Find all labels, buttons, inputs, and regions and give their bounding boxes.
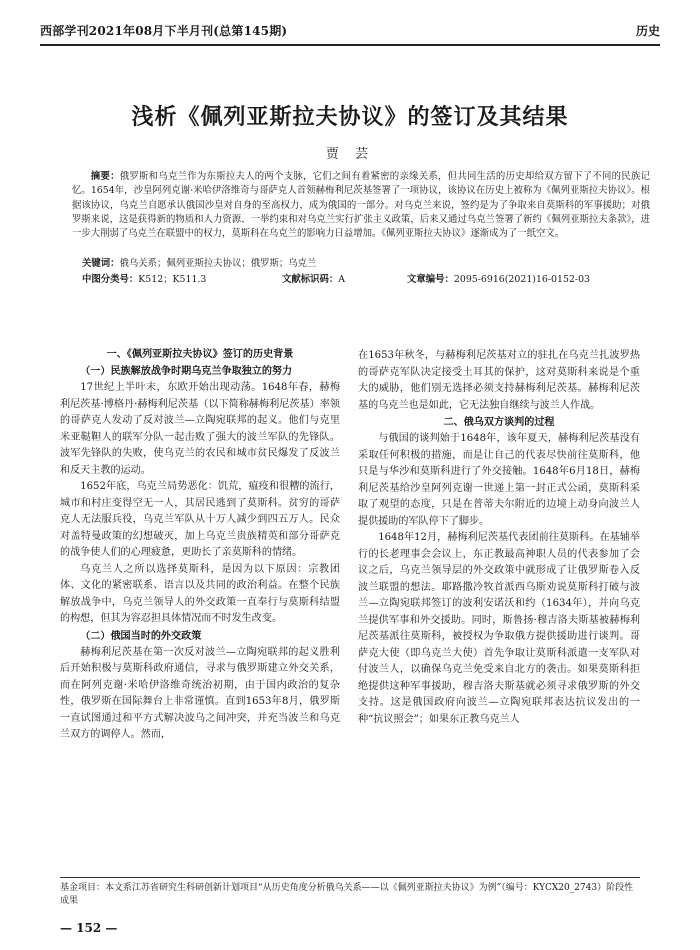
abstract-text: 俄罗斯和乌克兰作为东斯拉夫人的两个支脉，它们之间有着紧密的亲缘关系，但共同生活的历史却给双方留下了不同的民族记忆。1654年，沙皇阿列克谢·米哈伊洛维奇与哥萨克人首领赫梅利尼茨基签署了一项协议，该协议在历史上被称为《佩列亚斯拉夫协议》。根据该协议，乌克兰自愿承认俄国沙皇对自身的至高权力，成为俄国的一部分。对乌克兰来说，签约是为了争取来自莫斯科的军事援助；对俄罗斯来说，这是获得新的物质和人力资源、一举约束和对乌克兰实行扩张主义政策，后来又通过乌克兰签署了新约《佩列亚斯拉夫条款》，进一步大削弱了乌克兰在联盟中的权力，莫斯科在乌克兰的影响力日益增加。《佩列亚斯拉夫协议》逐渐成为了一纸空文。 <box>72 171 650 240</box>
journal-issue-label: 西部学刊2021年08月下半月刊(总第145期) <box>40 24 288 38</box>
article-author: 贾 芸 <box>325 147 375 162</box>
paragraph: 在1653年秋冬，与赫梅利尼茨基对立的驻扎在乌克兰扎波罗热的哥萨克军队决定接受土耳其的保护，这对莫斯科来说是个重大的威胁，他们别无选择必须支持赫梅利尼茨基。赫梅利尼茨基的乌克兰也是如此，它无法独自继续与波兰人作战。 <box>358 350 640 411</box>
keywords-label: 关键词： <box>82 258 120 269</box>
keywords <box>82 257 650 271</box>
page-number: — 152 — <box>60 921 118 935</box>
paragraph: 与俄国的谈判始于1648年，该年夏天，赫梅利尼茨基没有采取任何积极的措施，而是让自己的代表尽快前往莫斯科，他只是与华沙和莫斯科进行了外交接触。1648年6月18日，赫梅利尼茨基给沙皇阿列克谢一世递上第一封正式公函，莫斯科采取了观望的态度，只是在普蒂夫尔附近的边境上动身向波兰人提供援助的军队停下了脚步。 <box>358 433 640 527</box>
subsection-heading-1b: （二）俄国当时的外交政策 <box>80 630 202 642</box>
articleno-value: 2095-6916(2021)16-0152-03 <box>453 274 591 285</box>
body-column-right <box>358 348 640 728</box>
abstract <box>72 170 650 241</box>
doccode-field <box>282 273 346 287</box>
section-heading-1: 一、《佩列亚斯拉夫协议》签订的历史背景 <box>106 349 294 360</box>
funding-footnote: 基金项目：本文系江苏省研究生科研创新计划项目“从历史角度分析俄乌关系——以《佩列亚斯拉夫协议》为例”（编号：KYCX20_2743）阶段性成果 <box>60 883 634 906</box>
paragraph: 17世纪上半叶末，东欧开始出现动荡。1648年春，赫梅利尼茨基·博格丹·赫梅利尼茨基（以下简称赫梅利尼茨基）率领的哥萨克人发动了反对波兰—立陶宛联邦的起义。他们与克里米亚鞑靼人的联军分队一起击败了强大的波兰军队的先锋队。波军先锋队的失败，使乌克兰的农民和城市贫民爆发了反波兰和反天主教的运动。 <box>60 382 340 476</box>
running-header <box>40 16 660 46</box>
paragraph: 赫梅利尼茨基在第一次反对波兰—立陶宛联邦的起义胜利后开始积极与莫斯科政府通信，寻求与俄罗斯建立外交关系，而在阿列克谢·米哈伊洛维奇统治初期，由于国内政治的复杂性，俄罗斯在国际舞台上非常谨慎。直到1653年8月，俄罗斯一直试图通过和平方式解决波乌之间冲突，并充当波兰和乌克兰双方的调停人。然而， <box>60 646 340 740</box>
keywords-text: 俄乌关系；佩列亚斯拉夫协议；俄罗斯；乌克兰 <box>119 258 317 269</box>
clc-value: K512；K511.3 <box>138 274 207 285</box>
subsection-heading-1a: （一）民族解放战争时期乌克兰争取独立的努力 <box>80 366 293 377</box>
paragraph: 1652年底，乌克兰局势恶化：饥荒，瘟疫和很糟的流行，城市和村庄变得空无一人，其居民逃到了莫斯科。贫穷的哥萨克人无法服兵役，乌克兰军队从十万人减少到四五万人。民众对盖特曼政策的幻想破灭，加上乌克兰贵族精英和部分哥萨克的战争使人们的心理疲惫，更助长了亲莫斯科的情绪。 <box>60 481 340 558</box>
abstract-label: 摘要： <box>90 171 120 182</box>
footnote-divider <box>60 877 640 878</box>
doccode-label: 文献标识码： <box>282 274 339 285</box>
paragraph: 乌克兰人之所以选择莫斯科，是因为以下原因：宗教团体、文化的紧密联系、语言以及共同的政治利益。在整个民族解放战争中，乌克兰领导人的外交政策一直奉行与莫斯科结盟的构想，但其为容忍担具体情况而不时发生改变。 <box>60 563 340 624</box>
body-column-left <box>60 346 340 744</box>
paragraph: 1648年12月，赫梅利尼茨基代表团前往莫斯科。在基辅举行的长老理事会会议上，东正教最高神职人员的代表参加了会议之后，乌克兰领导层的外交政策中就形成了让俄罗斯卷入反波兰联盟的想法。耶路撒冷牧首派西乌斯劝说莫斯科打破与波兰—立陶宛联邦签订的波利安诺沃和约（1634年），并向乌克兰提供军事和外交援助。同时，斯鲁扬·穆吉洛夫斯基被赫梅利尼茨基派往莫斯科，被授权为争取俄方提供援助进行谈判。哥萨克大使（即乌克兰大使）首先争取让莫斯科派遣一支军队对付波兰人，以确保乌克兰免受来自北方的袭击。如果莫斯科拒绝提供这种军事援助，穆吉洛夫斯基就必须寻求俄罗斯的外交支持。这是俄国政府向波兰—立陶宛联邦表达抗议发出的一种“抗议照会”；如果东正教乌克兰人 <box>358 532 640 725</box>
articleno-field <box>407 273 591 287</box>
articleno-label: 文章编号： <box>407 274 454 285</box>
section-label: 历史 <box>635 24 660 38</box>
clc-field <box>82 273 207 287</box>
clc-label: 中图分类号： <box>82 274 139 285</box>
article-title: 浅析《佩列亚斯拉夫协议》的签订及其结果 <box>131 104 569 130</box>
section-heading-2: 二、俄乌双方谈判的过程 <box>443 417 555 428</box>
doccode-value: A <box>338 274 346 285</box>
